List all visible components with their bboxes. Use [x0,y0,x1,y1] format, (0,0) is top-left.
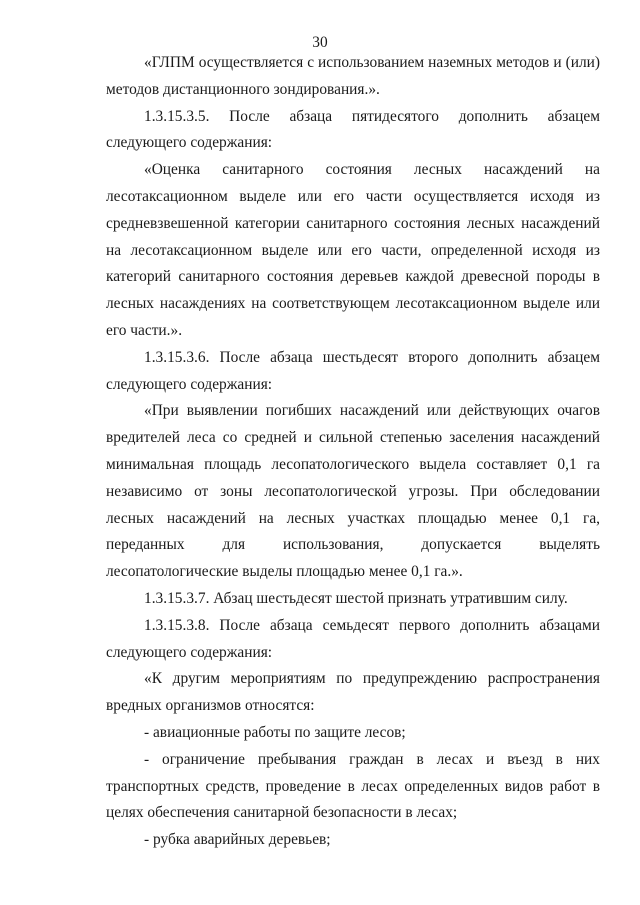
paragraph-amendment-1-3-15-3-5: 1.3.15.3.5. После абзаца пятидесятого дополнить абзацем следующего содержания: [106,107,600,152]
list-item-aviation-works: - авиационные работы по защите лесов; [144,723,406,741]
paragraph-sanitary-assessment: «Оценка санитарного состояния лесных насаждений на лесотаксационном выделе или его части осуществляется исходя из средневзвешенной категории санитарного состояния лесных насаждений на лесотаксационном выделе или его части, определенной исходя из категорий санитарного состояния деревьев каждой древесной породы в лесных насаждениях на соответствующем лесотаксационном выделе или его части.». [106,161,600,339]
paragraph-amendment-1-3-15-3-7: 1.3.15.3.7. Абзац шестьдесят шестой признать утратившим силу. [144,589,568,607]
document-body [106,50,600,854]
list-item-access-restriction: - ограничение пребывания граждан в лесах и въезд в них транспортных средств, проведение в лесах определенных видов работ в целях обеспечения санитарной безопасности в лесах; [106,750,600,822]
paragraph-amendment-1-3-15-3-8: 1.3.15.3.8. После абзаца семьдесят первого дополнить абзацами следующего содержания: [106,616,600,661]
page-number: 30 [312,34,328,51]
paragraph-dead-stands: «При выявлении погибших насаждений или действующих очагов вредителей леса со средней и сильной степенью заселения насаждений минимальная площадь лесопатологического выдела составляет 0,1 га независимо от зоны лесопатологической угрозы. При обследовании лесных насаждений на лесных участках площадью менее 0,1 га, переданных для использования, допускается выделять лесопатологические выделы площадью менее 0,1 га.». [106,402,600,581]
paragraph-other-measures: «К другим мероприятиям по предупреждению распространения вредных организмов относятся: [106,670,600,715]
paragraph-glpm-methods: «ГЛПМ осуществляется с использованием наземных методов и (или) методов дистанционного зондирования.». [106,54,600,98]
paragraph-amendment-1-3-15-3-6: 1.3.15.3.6. После абзаца шестьдесят второго дополнить абзацем следующего содержания: [106,348,600,393]
list-item-emergency-felling: - рубка аварийных деревьев; [144,831,331,849]
